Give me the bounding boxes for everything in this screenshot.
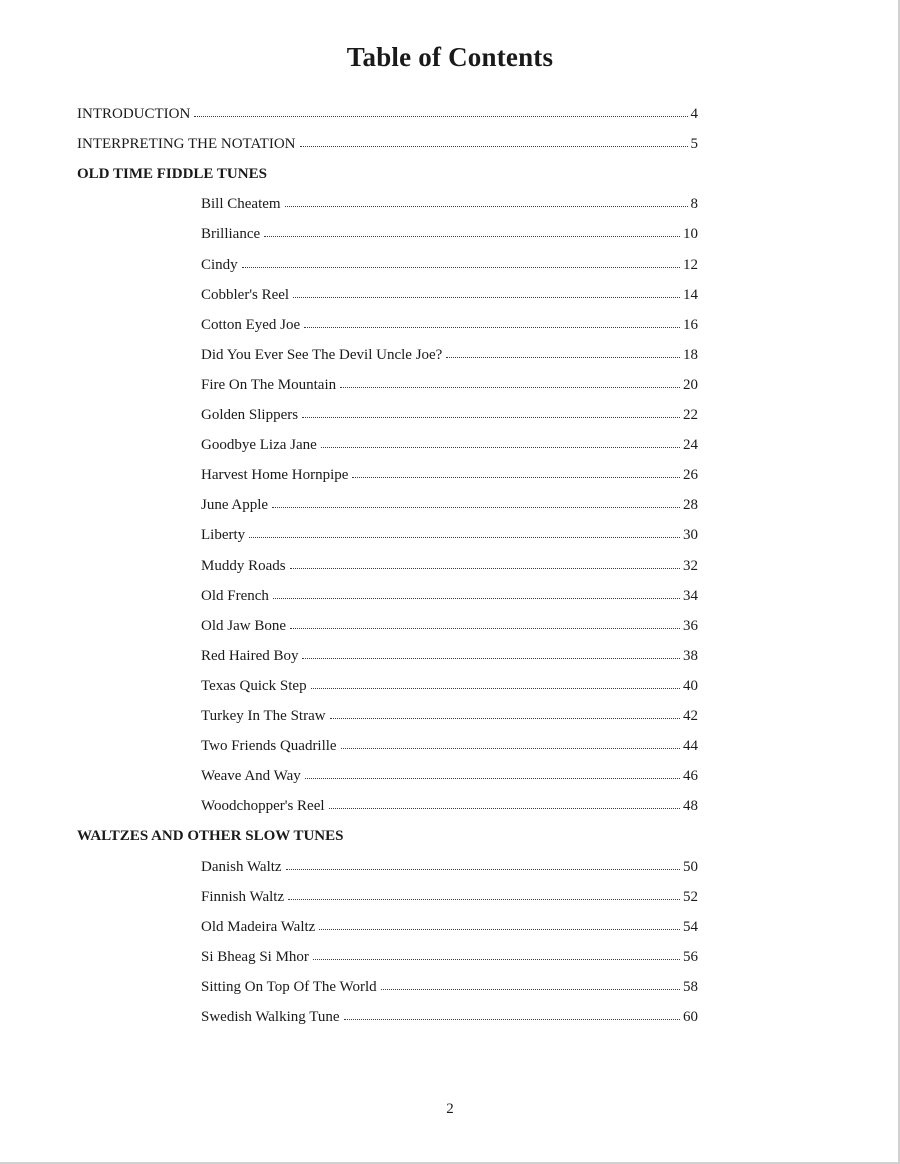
- toc-entry-page: 5: [690, 136, 698, 153]
- toc-entry-page: 38: [683, 647, 698, 664]
- toc-entry[interactable]: [201, 617, 698, 635]
- dot-leader: [446, 347, 680, 359]
- toc-entry-page: 8: [690, 196, 698, 213]
- toc-entry[interactable]: [201, 677, 698, 695]
- dot-leader: [341, 738, 680, 750]
- toc-entry[interactable]: [201, 316, 698, 334]
- toc-entry-title: Did You Ever See The Devil Uncle Joe?: [201, 346, 443, 363]
- dot-leader: [300, 136, 688, 148]
- toc-entry-page: 14: [683, 286, 698, 303]
- toc-entry-title: Sitting On Top Of The World: [201, 978, 377, 995]
- toc-entry-page: 32: [683, 557, 698, 574]
- toc-entry[interactable]: [77, 135, 698, 153]
- dot-leader: [194, 106, 687, 118]
- toc-entry-title: Texas Quick Step: [201, 677, 307, 694]
- toc-entry[interactable]: [201, 256, 698, 274]
- toc-entry-title: Goodbye Liza Jane: [201, 437, 317, 454]
- toc-entry-page: 20: [683, 376, 698, 393]
- toc-entry[interactable]: [201, 797, 698, 815]
- toc-entry-page: 36: [683, 617, 698, 634]
- toc-entry-title: Cotton Eyed Joe: [201, 316, 301, 333]
- section-heading: WALTZES AND OTHER SLOW TUNES: [77, 828, 344, 845]
- toc-entry-title: Cindy: [201, 256, 238, 273]
- toc-entry-page: 48: [683, 798, 698, 815]
- toc-entry-page: 28: [683, 497, 698, 514]
- toc-entry-title: Harvest Home Hornpipe: [201, 467, 349, 484]
- toc-entry[interactable]: [201, 587, 698, 605]
- toc-entry[interactable]: [201, 707, 698, 725]
- dot-leader: [272, 497, 680, 509]
- toc-entry-page: 50: [683, 858, 698, 875]
- toc-entry-page: 58: [683, 978, 698, 995]
- toc-entry-title: Fire On The Mountain: [201, 376, 337, 393]
- toc-entry[interactable]: [201, 888, 698, 906]
- dot-leader: [273, 588, 680, 600]
- toc-entry-page: 12: [683, 256, 698, 273]
- toc-entry-page: 30: [683, 527, 698, 544]
- toc-entry[interactable]: [201, 918, 698, 936]
- toc-entry-page: 44: [683, 738, 698, 755]
- toc-entry-page: 56: [683, 948, 698, 965]
- toc-entry[interactable]: [201, 557, 698, 575]
- toc-entry-page: 52: [683, 888, 698, 905]
- toc-entry-title: Brilliance: [201, 226, 261, 243]
- toc-entry[interactable]: [201, 376, 698, 394]
- toc-entry-title: Muddy Roads: [201, 557, 286, 574]
- dot-leader: [330, 708, 680, 720]
- dot-leader: [305, 768, 680, 780]
- toc-entry-page: 46: [683, 768, 698, 785]
- toc-entry[interactable]: [201, 526, 698, 544]
- dot-leader: [290, 558, 680, 570]
- dot-leader: [329, 798, 680, 810]
- toc-entry-page: 10: [683, 226, 698, 243]
- toc-entry-title: Old Jaw Bone: [201, 617, 286, 634]
- toc-entry-page: 22: [683, 407, 698, 423]
- dot-leader: [311, 678, 680, 690]
- toc-entry[interactable]: [201, 406, 698, 424]
- toc-entry-title: Bill Cheatem: [201, 196, 281, 213]
- toc-entry-title: Old French: [201, 587, 269, 604]
- toc-entry-title: Old Madeira Waltz: [201, 918, 316, 935]
- toc-entry-title: Woodchopper's Reel: [201, 798, 325, 815]
- dot-leader: [249, 527, 680, 539]
- toc-entry-page: 24: [683, 437, 698, 454]
- toc-entry[interactable]: [201, 1008, 698, 1026]
- toc-entry-page: 42: [683, 708, 698, 724]
- dot-leader: [352, 467, 680, 479]
- toc-entry-title: Two Friends Quadrille: [201, 738, 337, 755]
- dot-leader: [302, 407, 680, 419]
- toc-entry-title: Danish Waltz: [201, 858, 282, 875]
- dot-leader: [313, 949, 680, 961]
- dot-leader: [242, 257, 680, 269]
- toc-entry-title: Weave And Way: [201, 768, 301, 785]
- toc-entry-title: Cobbler's Reel: [201, 286, 290, 303]
- toc-entry[interactable]: [201, 346, 698, 364]
- dot-leader: [286, 859, 680, 871]
- dot-leader: [381, 979, 680, 991]
- dot-leader: [293, 287, 680, 299]
- toc-entry-page: 54: [683, 918, 698, 935]
- toc-entry[interactable]: [77, 105, 698, 123]
- toc-entry-title: Golden Slippers: [201, 407, 299, 423]
- toc-entry[interactable]: [201, 767, 698, 785]
- toc-entry-title: Red Haired Boy: [201, 647, 299, 664]
- toc-entry[interactable]: [201, 858, 698, 876]
- toc-entry-page: 4: [690, 106, 698, 122]
- toc-entry[interactable]: [201, 978, 698, 996]
- toc-entry-page: 40: [683, 677, 698, 694]
- dot-leader: [304, 317, 680, 329]
- dot-leader: [285, 196, 688, 208]
- toc-entry-title: INTERPRETING THE NOTATION: [77, 136, 296, 153]
- toc-entry-title: Swedish Walking Tune: [201, 1009, 340, 1025]
- toc-entry-title: INTRODUCTION: [77, 106, 191, 122]
- toc-entry[interactable]: [201, 286, 698, 304]
- toc-entry-title: June Apple: [201, 497, 269, 514]
- toc-entry[interactable]: [201, 647, 698, 665]
- toc-entry-title: Turkey In The Straw: [201, 708, 326, 724]
- dot-leader: [319, 919, 680, 931]
- toc-entry[interactable]: [201, 195, 698, 213]
- toc-entry-page: 60: [683, 1009, 698, 1025]
- dot-leader: [302, 648, 680, 660]
- toc-entry-title: Finnish Waltz: [201, 888, 285, 905]
- footer-page-number: 2: [446, 1101, 454, 1117]
- toc-entry[interactable]: [201, 466, 698, 484]
- toc-entry-page: 16: [683, 316, 698, 333]
- toc-entry[interactable]: [201, 737, 698, 755]
- dot-leader: [288, 889, 680, 901]
- toc-entry[interactable]: [201, 225, 698, 243]
- dot-leader: [344, 1009, 680, 1021]
- toc-entry[interactable]: [201, 948, 698, 966]
- toc-entry-page: 34: [683, 587, 698, 604]
- dot-leader: [340, 377, 680, 389]
- dot-leader: [264, 226, 680, 238]
- toc-entry-page: 18: [683, 346, 698, 363]
- dot-leader: [290, 618, 680, 630]
- page-title: Table of Contents: [346, 42, 554, 72]
- toc-entry[interactable]: [201, 436, 698, 454]
- toc-entry-title: Si Bheag Si Mhor: [201, 948, 309, 965]
- toc-entry[interactable]: [201, 496, 698, 514]
- section-heading: OLD TIME FIDDLE TUNES: [77, 166, 267, 183]
- toc-entry-title: Liberty: [201, 527, 246, 544]
- dot-leader: [321, 437, 680, 449]
- toc-entry-page: 26: [683, 467, 698, 484]
